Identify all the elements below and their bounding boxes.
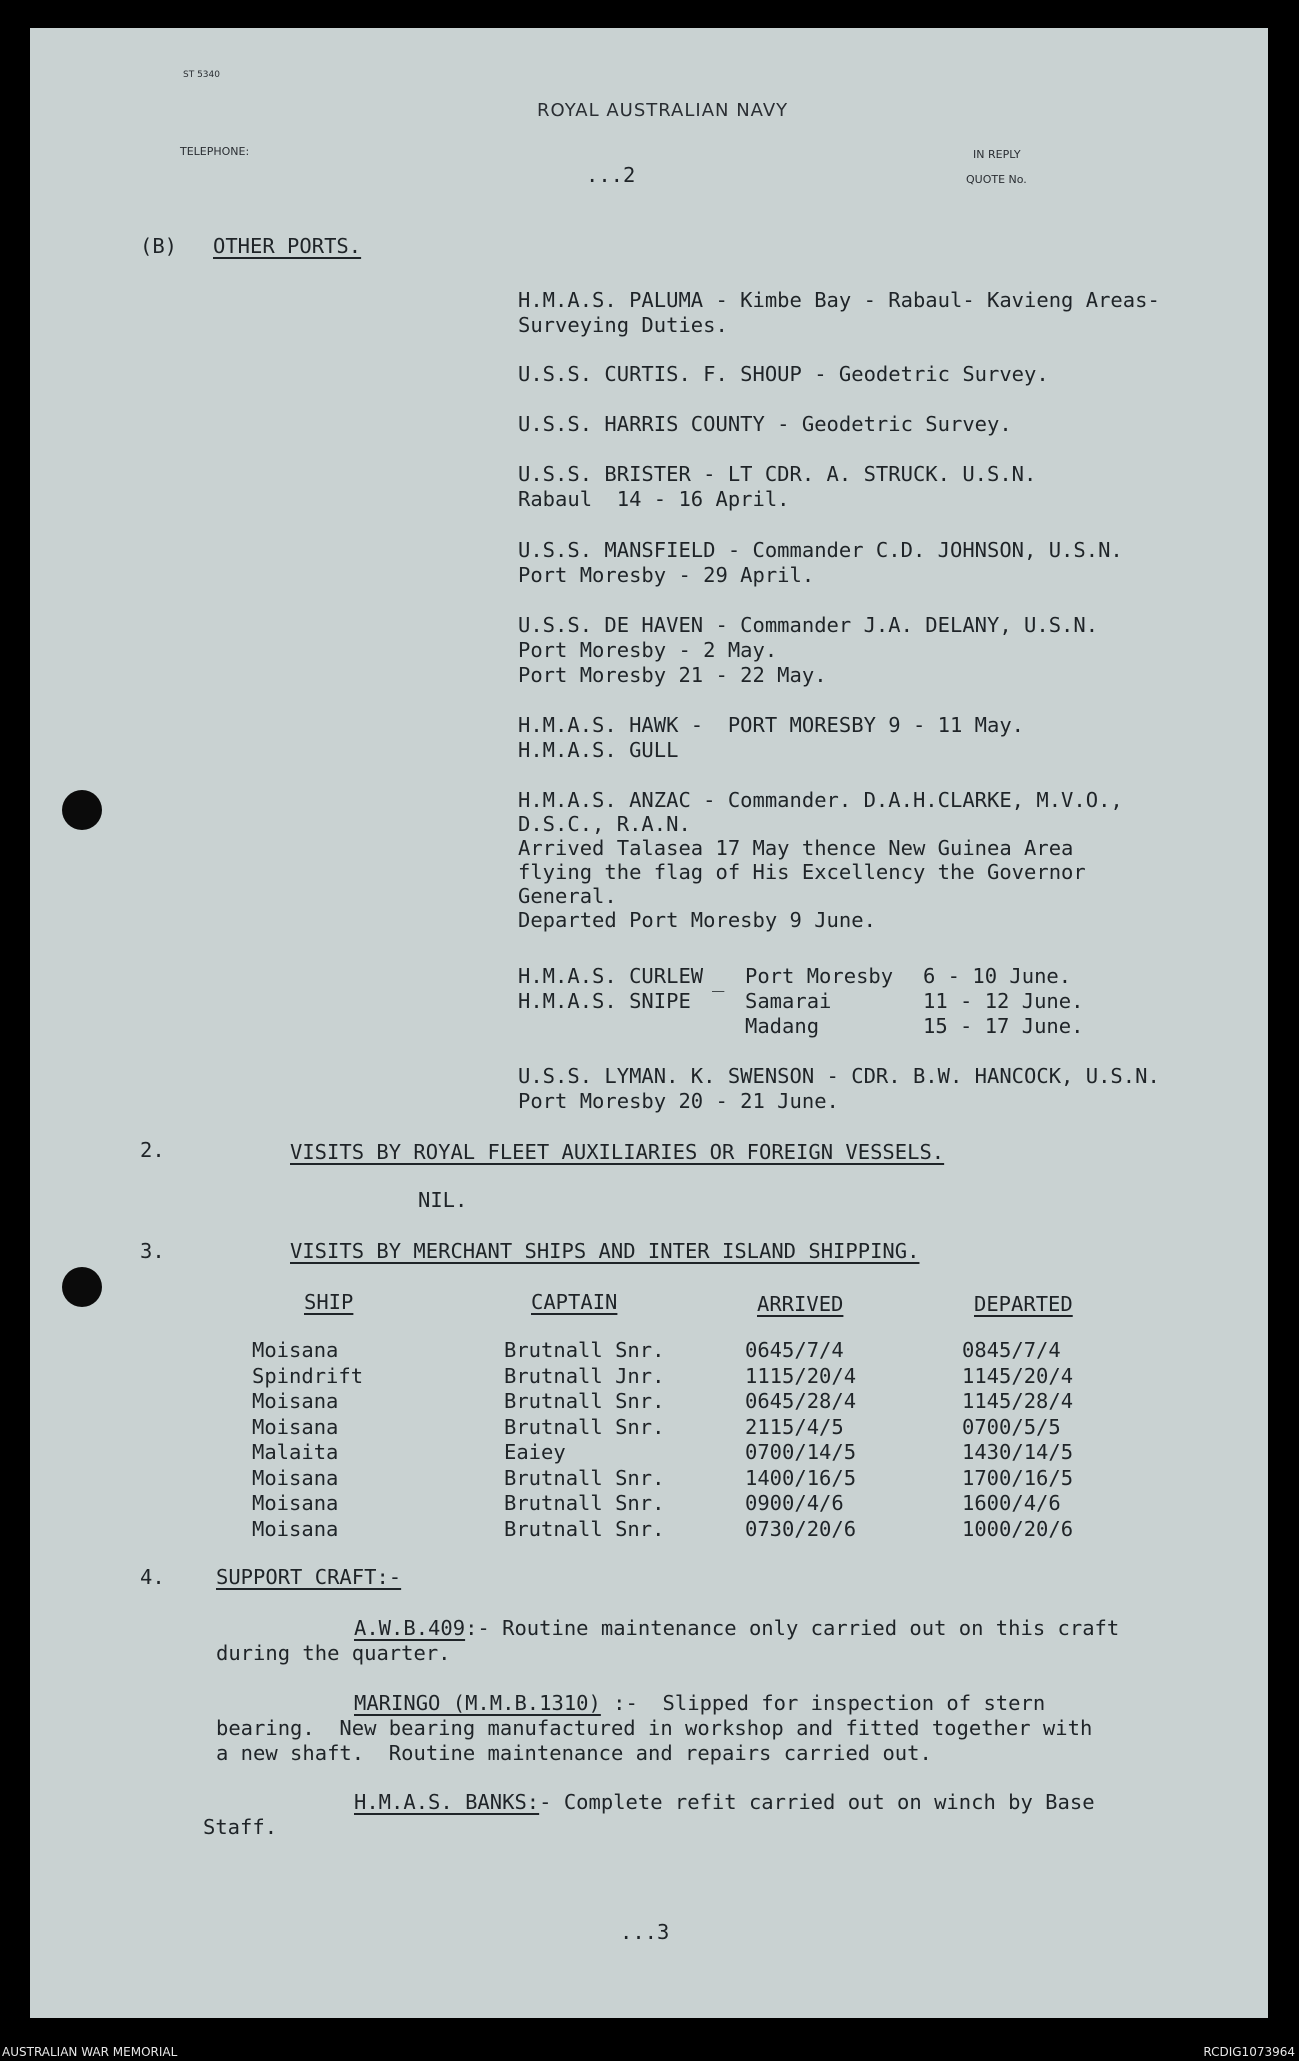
footer-id: RCDIG1073964 xyxy=(1203,2045,1295,2059)
curlew-places: Port Moresby Samarai Madang xyxy=(745,964,894,1038)
port-entry: H.M.A.S. ANZAC - Commander. D.A.H.CLARKE, M.V.O., D.S.C., R.A.N. Arrived Talasea 17 May thence New Guinea Area flying the flag of His Excellency the Governor General. Departed Port Moresby 9 June. xyxy=(518,788,1123,932)
letterhead-title: ROYAL AUSTRALIAN NAVY xyxy=(537,100,789,121)
column-header-departed: DEPARTED xyxy=(974,1292,1073,1316)
curlew-dates: 6 - 10 June. 11 - 12 June. 15 - 17 June. xyxy=(923,964,1084,1038)
footer-source: AUSTRALIAN WAR MEMORIAL xyxy=(2,2045,178,2059)
punch-hole-top xyxy=(62,790,102,830)
section-2-title: VISITS BY ROYAL FLEET AUXILIARIES OR FOREIGN VESSELS. xyxy=(290,1140,945,1164)
section-4-title: SUPPORT CRAFT:- xyxy=(216,1565,402,1589)
port-entry: U.S.S. DE HAVEN - Commander J.A. DELANY, U.S.N. Port Moresby - 2 May. Port Moresby 21 - 22 May. xyxy=(518,613,1099,687)
port-entry: U.S.S. LYMAN. K. SWENSON - CDR. B.W. HANCOCK, U.S.N. Port Moresby 20 - 21 June. xyxy=(518,1064,1160,1113)
column-header-captain: CAPTAIN xyxy=(531,1290,618,1314)
page-number-top: ...2 xyxy=(586,163,636,187)
section-3-title: VISITS BY MERCHANT SHIPS AND INTER ISLAND SHIPPING. xyxy=(290,1239,920,1263)
quote-label: QUOTE No. xyxy=(966,173,1027,186)
maringo-paragraph: MARINGO (M.M.B.1310) :- Slipped for inspection of stern xyxy=(354,1691,1046,1715)
section-2-body: NIL. xyxy=(418,1188,468,1212)
form-code: ST 5340 xyxy=(183,70,220,80)
in-reply-label: IN REPLY xyxy=(973,148,1021,161)
section-b-title: OTHER PORTS. xyxy=(213,234,362,258)
port-entry: H.M.A.S. PALUMA - Kimbe Bay - Rabaul- Kavieng Areas- Surveying Duties. xyxy=(518,288,1160,337)
punch-hole-bottom xyxy=(62,1267,102,1307)
awb-paragraph: A.W.B.409:- Routine maintenance only carried out on this craft xyxy=(354,1616,1120,1640)
awb-paragraph-cont: during the quarter. xyxy=(216,1641,451,1665)
curlew-ships: H.M.A.S. CURLEW H.M.A.S. SNIPE xyxy=(518,964,704,1013)
section-4-number: 4. xyxy=(140,1565,165,1589)
section-3-number: 3. xyxy=(140,1239,165,1263)
banks-paragraph: H.M.A.S. BANKS:- Complete refit carried out on winch by Base xyxy=(354,1790,1095,1814)
port-entry: U.S.S. HARRIS COUNTY - Geodetric Survey. xyxy=(518,412,1012,436)
column-header-arrived: ARRIVED xyxy=(757,1292,844,1316)
telephone-label: TELEPHONE: xyxy=(180,145,250,158)
section-2-number: 2. xyxy=(140,1138,165,1162)
port-entry: U.S.S. MANSFIELD - Commander C.D. JOHNSON, U.S.N. Port Moresby - 29 April. xyxy=(518,538,1123,587)
section-b-number: (B) xyxy=(140,234,178,258)
port-entry: U.S.S. BRISTER - LT CDR. A. STRUCK. U.S.N. Rabaul 14 - 16 April. xyxy=(518,462,1037,511)
page-number-bottom: ...3 xyxy=(620,1920,670,1944)
column-header-ship: SHIP xyxy=(304,1290,354,1314)
banks-paragraph-cont: Staff. xyxy=(203,1815,278,1839)
maringo-paragraph-cont: bearing. New bearing manufactured in workshop and fitted together with a new shaft. Routine maintenance and repairs carried out. xyxy=(216,1716,1093,1765)
port-entry: U.S.S. CURTIS. F. SHOUP - Geodetric Survey. xyxy=(518,362,1049,386)
port-entry: H.M.A.S. HAWK - PORT MORESBY 9 - 11 May. H.M.A.S. GULL xyxy=(518,713,1025,762)
curlew-dash: _ xyxy=(712,968,725,992)
